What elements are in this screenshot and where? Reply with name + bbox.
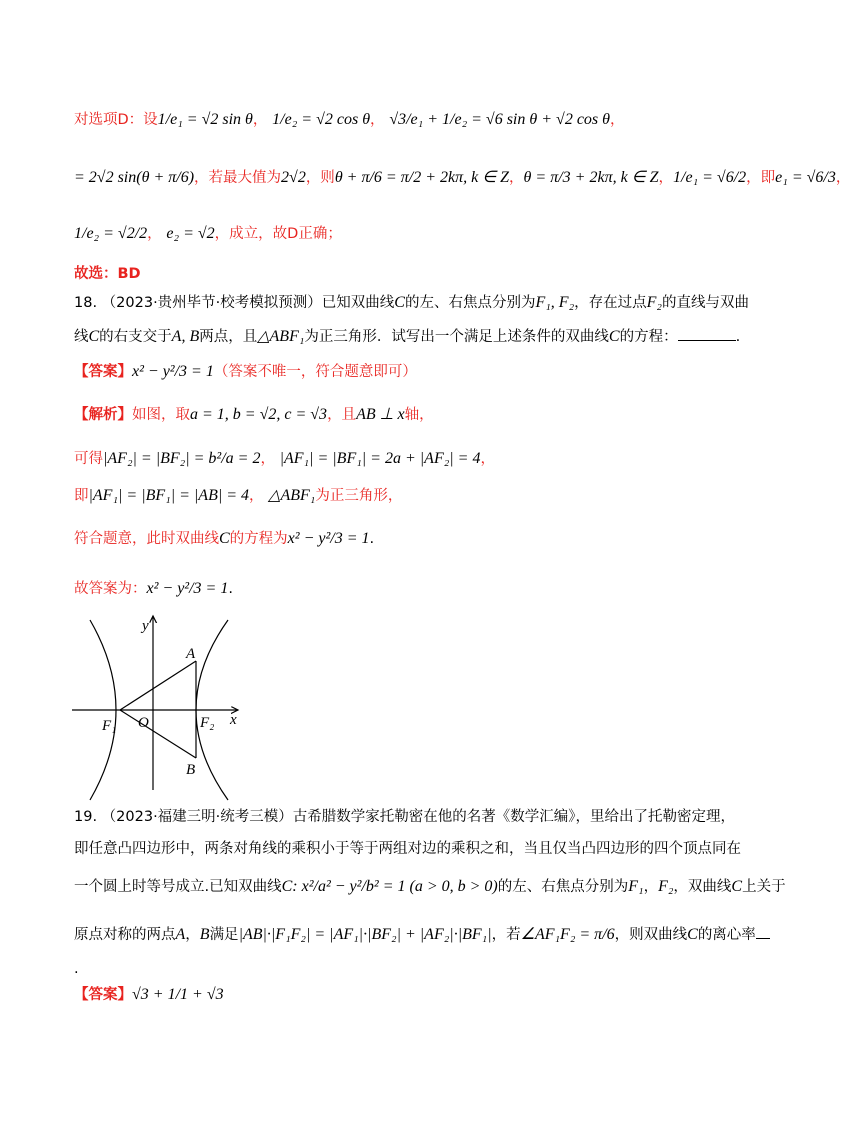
formula-10: e₂ = √2	[166, 225, 215, 242]
choose-answer: 故选：BD	[74, 266, 141, 282]
formula-6: θ = π/3 + 2kπ, k ∈ Z	[523, 169, 659, 186]
d-option-line-3: 1/e₂ = √2/2， e₂ = √2，成立，故D正确；	[74, 225, 342, 242]
hyperbola-equation: C: x²/a² − y²/b² = 1 (a > 0, b > 0)	[281, 878, 498, 895]
q18-number: 18.	[74, 295, 98, 311]
segment-f1-b	[120, 710, 196, 758]
formula-8: e₁ = √6/3	[775, 169, 836, 186]
q19-number: 19.	[74, 809, 98, 825]
label-B: B	[186, 762, 196, 778]
q19-source: （2023·福建三明·统考三模）	[101, 809, 293, 825]
label-O: O	[138, 715, 149, 731]
formula-5: θ + π/6 = π/2 + 2kπ, k ∈ Z	[334, 169, 510, 186]
label-x: x	[230, 712, 237, 728]
q18-analysis-line-3: 即|AF₁| = |BF₁| = |AB| = 4， △ABF₁为正三角形，	[74, 487, 403, 504]
q19-line-1: 19. （2023·福建三明·统考三模）古希腊数学家托勒密在他的名著《数学汇编》，里给出了托勒密定理，	[74, 809, 736, 825]
label-F1: F₁	[102, 718, 117, 734]
answer-blank	[678, 326, 736, 341]
q19-line-3: 一个圆上时等号成立.已知双曲线C: x²/a² − y²/b² = 1 (a > 0, b > 0)的左、右焦点分别为F₁，F₂，双曲线C上关于	[74, 878, 786, 895]
formula-7: 1/e₁ = √6/2	[673, 169, 747, 186]
q19-line-2: 即任意凸四边形中，两条对角线的乘积小于等于两组对边的乘积之和，当且仅当凸四边形的四个顶点同在	[74, 841, 741, 857]
q19-line-5: .	[74, 961, 79, 977]
q18-line-2: 线C的右支交于A, B两点，且△ABF₁为正三角形．试写出一个满足上述条件的双曲线C的方程： .	[74, 328, 741, 345]
answer-label: 【答案】	[74, 364, 132, 380]
label-y: y	[142, 618, 149, 634]
formula-4: = 2√2 sin(θ + π/6)	[74, 169, 195, 186]
answer-blank-19	[756, 924, 770, 939]
q19-line-4: 原点对称的两点A，B满足|AB|·|F₁F₂| = |AF₁|·|BF₂| + |AF₂|·|BF₁|，若∠AF₁F₂ = π/6，则双曲线C的离心率	[74, 924, 770, 946]
d-option-line-2: = 2√2 sin(θ + π/6)，若最大值为2√2，则θ + π/6 = π/2 + 2kπ, k ∈ Z，θ = π/3 + 2kπ, k ∈ Z，1/e₁ = √6/2，即e₁ = √6/3，	[74, 169, 850, 186]
ptolemy-equation: |AB|·|F₁F₂| = |AF₁|·|BF₂| + |AF₂|·|BF₁|	[238, 926, 492, 943]
label-A: A	[186, 646, 196, 662]
hyperbola-figure	[70, 612, 250, 792]
q18-final: 故答案为：x² − y²/3 = 1.	[74, 580, 233, 597]
q18-analysis-line-2: 可得|AF₂| = |BF₂| = b²/a = 2， |AF₁| = |BF₁| = 2a + |AF₂| = 4，	[74, 450, 495, 467]
q18-answer: 【答案】x² − y²/3 = 1（答案不唯一，符合题意即可）	[74, 363, 417, 380]
answer-label-19: 【答案】	[74, 987, 132, 1003]
q18-source: （2023·贵州毕节·校考模拟预测）	[101, 295, 322, 311]
q19-answer: 【答案】√3 + 1/1 + √3	[74, 986, 224, 1003]
label-F2: F₂	[200, 715, 215, 731]
segment-f1-a	[120, 661, 196, 710]
q18-line-1: 18. （2023·贵州毕节·校考模拟预测）已知双曲线C的左、右焦点分别为F₁, F₂，存在过点F₂的直线与双曲	[74, 294, 749, 311]
q18-analysis-line-4: 符合题意，此时双曲线C的方程为x² − y²/3 = 1.	[74, 530, 375, 547]
d-option-line-1: 对选项D：设1/e₁ = √2 sin θ， 1/e₂ = √2 cos θ， √3/e₁ + 1/e₂ = √6 sin θ + √2 cos θ，	[74, 111, 625, 128]
formula-3: √3/e₁ + 1/e₂ = √6 sin θ + √2 cos θ	[389, 111, 610, 128]
analysis-label: 【解析】	[74, 407, 132, 423]
formula-1: 1/e₁ = √2 sin θ	[157, 111, 253, 128]
q18-analysis: 【解析】如图，取a = 1, b = √2, c = √3，且AB ⊥ x轴，	[74, 406, 434, 423]
formula-9: 1/e₂ = √2/2	[74, 225, 148, 242]
formula-2: 1/e₂ = √2 cos θ	[272, 111, 371, 128]
d-option-lead: 对选项D：设	[74, 112, 158, 128]
